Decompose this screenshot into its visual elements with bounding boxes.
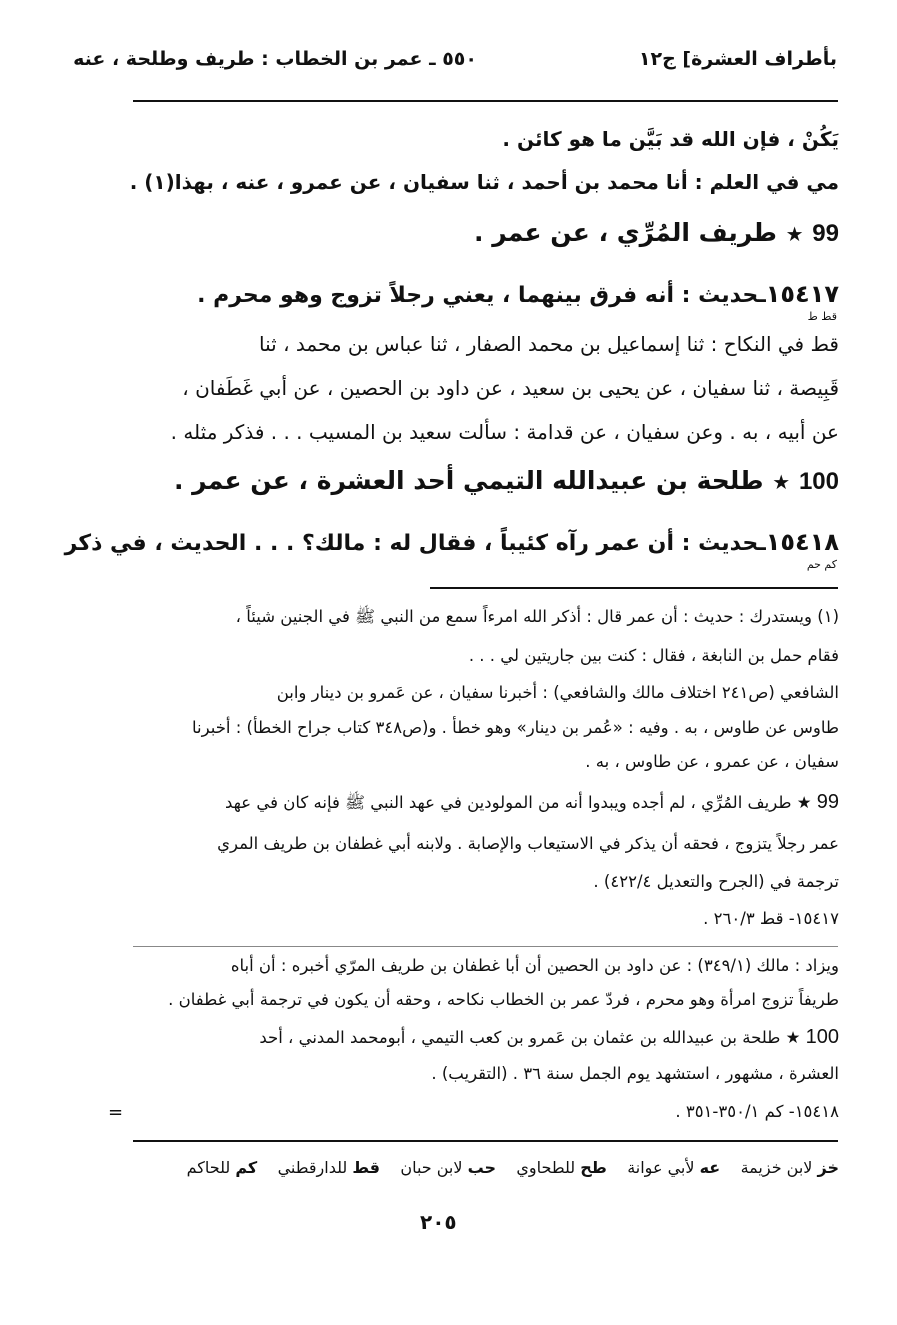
page-number: ٢٠٥ [420, 1210, 457, 1234]
hadith-15418-sources: كم حم [806, 558, 837, 571]
section-99-heading [474, 218, 839, 248]
footnote-line-4: طاوس عن طاوس ، به . وفيه : «عُمر بن دينار» وهو خطأ . و(ص٣٤٨ كتاب جراح الخطأ) : أخبرنا [192, 718, 839, 737]
hadith-15417-text: ـحديث : أنه فرق بينهما ، يعني رجلاً تزوج وهو محرم . [197, 283, 766, 308]
margin-mark: = [108, 1102, 124, 1123]
footnote-line-3: الشافعي (ص٢٤١ اختلاف مالك والشافعي) : أخبرنا سفيان ، عن عَمرو بن دينار وابن [276, 683, 839, 702]
footnote-line-12 [259, 1026, 839, 1049]
hadith-15418-text: ـحديث : أن عمر رآه كئيباً ، فقال له : مالك؟ . . . الحديث ، في ذكر [64, 531, 766, 556]
footnote-line-7: عمر رجلاً يتزوج ، فحقه أن يذكر في الاستيعاب والإصابة . ولابنه أبي غطفان بن طريف المري [217, 834, 839, 853]
hadith-15418-heading [65, 528, 839, 556]
body-para-2: قَبِيصة ، ثنا سفيان ، عن يحيى بن سعيد ، عن داود بن الحصين ، عن أبي غَطَفان ، [182, 376, 839, 400]
star-icon: ★ [785, 222, 804, 246]
footnote-99-text: طريف المُرِّي ، لم أجده ويبدوا أنه من المولودين في عهد النبي ﷺ فإنه كان في عهد [225, 793, 792, 812]
footnote-line-9: ١٥٤١٧- قط ٢٦٠/٣ . [703, 909, 839, 928]
legend-item: قط للدارقطني [277, 1158, 380, 1177]
star-icon: ★ [772, 470, 791, 494]
hadith-15417-number: ١٥٤١٧ [765, 280, 839, 308]
footnote-line-11: طريفاً تزوج امرأة وهو محرم ، فردّ عمر بن الخطاب نكاحه ، وحقه أن يكون في ترجمة أبي غطفان . [168, 990, 839, 1009]
hadith-15417-sources: قط ط [807, 310, 837, 323]
footnote-line-6 [225, 791, 839, 817]
section-100-number: 100 [798, 468, 839, 495]
body-line-2: مي في العلم : أنا محمد بن أحمد ، ثنا سفيان ، عن عمرو ، عنه ، بهذا(١) . [129, 170, 839, 194]
footnote-line-13: العشرة ، مشهور ، استشهد يوم الجمل سنة ٣٦ . (التقريب) . [431, 1064, 839, 1083]
footnote-line-8: ترجمة في (الجرح والتعديل ٤٢٢/٤) . [593, 872, 839, 891]
legend-rule [133, 1140, 838, 1142]
body-line-1: يَكُنْ ، فإن الله قد بَيَّن ما هو كائن . [502, 127, 839, 151]
hadith-15417-heading [197, 280, 839, 308]
footnote-100-number: 100 [805, 1026, 839, 1048]
abbreviation-legend [187, 1158, 839, 1177]
footnote-rule [430, 587, 838, 589]
body-para-3: عن أبيه ، به . وعن سفيان ، عن قدامة : سألت سعيد بن المسيب . . . فذكر مثله . [170, 420, 839, 444]
star-icon: ★ [785, 1028, 801, 1047]
footnote-divider [133, 946, 838, 947]
hadith-15418-number: ١٥٤١٨ [765, 528, 839, 556]
footnote-line-1: (١) ويستدرك : حديث : أن عمر قال : أذكر الله امرءاً سمع من النبي ﷺ في الجنين شيئاً ، [235, 607, 839, 626]
legend-item: حب لابن حبان [400, 1158, 497, 1177]
footnote-99-number: 99 [816, 791, 839, 813]
footnote-line-2: فقام حمل بن النابغة ، فقال : كنت بين جاريتين لي . . . [468, 646, 839, 665]
header-right: بأطراف العشرة] ج١٢ [638, 48, 837, 70]
section-99-title: طريف المُرِّي ، عن عمر . [474, 218, 777, 247]
legend-item: خز لابن خزيمة [740, 1158, 839, 1177]
body-para-1: قط في النكاح : ثنا إسماعيل بن محمد الصفار ، ثنا عباس بن محمد ، ثنا [259, 332, 839, 356]
header-left: ٥٥٠ ـ عمر بن الخطاب : طريف وطلحة ، عنه [73, 48, 477, 70]
star-icon: ★ [796, 793, 812, 812]
legend-item: طح للطحاوي [516, 1158, 607, 1177]
footnote-100-text: طلحة بن عبيدالله بن عثمان بن عَمرو بن كعب التيمي ، أبومحمد المدني ، أحد [259, 1028, 781, 1047]
legend-item: عه لأبي عوانة [627, 1158, 721, 1177]
footnote-line-10: ويزاد : مالك (٣٤٩/١) : عن داود بن الحصين أن أبا غطفان بن طريف المرّي أخبره : أن أباه [230, 956, 839, 975]
footnote-line-5: سفيان ، عن عمرو ، عن طاوس ، به . [585, 752, 839, 771]
header-rule [133, 100, 838, 102]
footnote-line-14: ١٥٤١٨- كم ٣٥٠/١-٣٥١ . [675, 1102, 839, 1121]
section-100-title: طلحة بن عبيدالله التيمي أحد العشرة ، عن عمر . [173, 466, 764, 495]
section-99-number: 99 [812, 220, 839, 247]
legend-item: كم للحاكم [186, 1158, 258, 1177]
section-100-heading [174, 466, 839, 496]
